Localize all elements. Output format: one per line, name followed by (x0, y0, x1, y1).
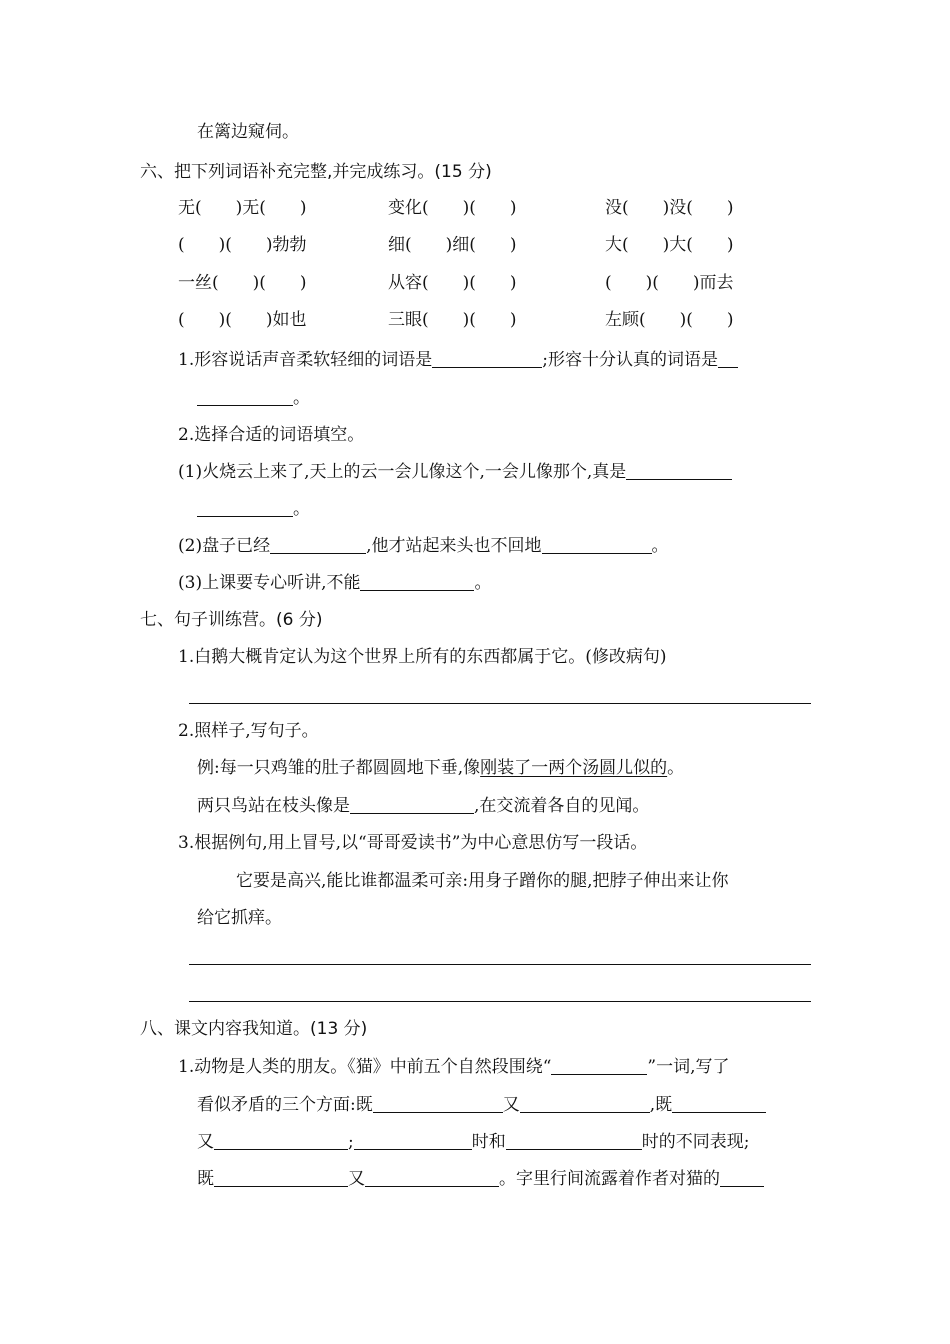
s8-q1-line-3 (197, 1131, 749, 1153)
s8-q1-line-1 (178, 1056, 730, 1078)
word-item[interactable]: 从容( )( ) (388, 273, 517, 293)
answer-blank[interactable] (718, 349, 738, 368)
answer-line[interactable] (189, 964, 811, 965)
s6-q2-1 (178, 461, 732, 483)
answer-blank[interactable] (432, 349, 542, 368)
s7-q1: 1.白鹅大概肯定认为这个世界上所有的东西都属于它。(修改病句) (178, 647, 667, 667)
continuation-text: 在篱边窥伺。 (197, 122, 299, 142)
section-7-heading: 七、句子训练营。(6 分) (140, 610, 323, 630)
word-item[interactable]: 左顾( )( ) (605, 310, 734, 330)
answer-blank[interactable] (506, 1131, 642, 1150)
s7-q2-line (197, 795, 649, 817)
s6-q2: 2.选择合适的词语填空。 (178, 425, 365, 445)
word-item[interactable]: 变化( )( ) (388, 198, 517, 218)
s8-q1-text-a: 1.动物是人类的朋友。《猫》中前五个自然段围绕“ (178, 1057, 552, 1077)
answer-blank[interactable] (270, 535, 366, 554)
answer-blank[interactable] (720, 1168, 764, 1187)
s8-q1-line-4 (197, 1168, 764, 1190)
word-item[interactable]: ( )( )而去 (605, 273, 734, 293)
period: 。 (474, 573, 492, 593)
s8-text: 时的不同表现; (641, 1132, 750, 1152)
s8-text: 又 (502, 1095, 520, 1115)
example-text: 例:每一只鸡雏的肚子都圆圆地下垂,像 (197, 758, 481, 778)
answer-blank[interactable] (520, 1094, 650, 1113)
word-item[interactable]: 细( )细( ) (388, 235, 517, 255)
s7-q3-example-1: 它要是高兴,能比谁都温柔可亲:用身子蹭你的腿,把脖子伸出来让你 (236, 871, 729, 891)
answer-blank[interactable] (551, 1056, 647, 1075)
s7-example (197, 757, 684, 779)
example-underlined: 刚装了一两个汤圆儿似的 (480, 758, 668, 778)
word-item[interactable]: 大( )大( ) (605, 235, 734, 255)
s7-q2-text-a: 两只鸟站在枝头像是 (197, 796, 350, 816)
section-8-heading: 八、课文内容我知道。(13 分) (140, 1019, 368, 1039)
s8-text: 既 (197, 1169, 214, 1189)
answer-blank[interactable] (373, 1094, 503, 1113)
s6-q2-2 (178, 535, 669, 557)
word-item[interactable]: 无( )无( ) (178, 198, 307, 218)
s6-q2-2-text-b: ,他才站起来头也不回地 (366, 536, 542, 556)
s8-text: 。字里行间流露着作者对猫的 (499, 1169, 720, 1189)
s8-q1-line-2 (197, 1094, 766, 1116)
s7-q3-example-2: 给它抓痒。 (197, 908, 282, 928)
answer-line[interactable] (189, 1001, 811, 1002)
s6-q2-3-text: (3)上课要专心听讲,不能 (178, 573, 361, 593)
answer-blank[interactable] (672, 1094, 766, 1113)
s6-q2-1-cont (197, 498, 310, 520)
s6-q1-text-a: 1.形容说话声音柔软轻细的词语是 (178, 350, 433, 370)
answer-blank[interactable] (214, 1131, 348, 1150)
answer-blank[interactable] (365, 1168, 499, 1187)
answer-line[interactable] (189, 703, 811, 704)
period: 。 (667, 758, 685, 778)
word-item[interactable]: 三眼( )( ) (388, 310, 517, 330)
answer-blank[interactable] (197, 498, 293, 517)
s6-q2-3 (178, 572, 491, 594)
period: 。 (293, 388, 310, 408)
s8-text: ,既 (649, 1095, 673, 1115)
s8-q1-text-b: ”一词,写了 (647, 1057, 730, 1077)
answer-blank[interactable] (360, 572, 474, 591)
answer-blank[interactable] (354, 1131, 472, 1150)
s8-text: 又 (197, 1132, 214, 1152)
answer-blank[interactable] (214, 1168, 348, 1187)
s6-q2-1-text: (1)火烧云上来了,天上的云一会儿像这个,一会儿像那个,真是 (178, 462, 627, 482)
s8-text: 时和 (471, 1132, 506, 1152)
word-item[interactable]: ( )( )勃勃 (178, 235, 307, 255)
section-6-heading: 六、把下列词语补充完整,并完成练习。(15 分) (140, 162, 492, 182)
answer-blank[interactable] (350, 795, 474, 814)
s7-q2: 2.照样子,写句子。 (178, 721, 319, 741)
word-item[interactable]: 没( )没( ) (605, 198, 734, 218)
s6-q1 (178, 349, 738, 371)
word-item[interactable]: ( )( )如也 (178, 310, 307, 330)
s6-q1-cont (197, 387, 310, 409)
period: 。 (651, 536, 669, 556)
s8-text: 看似矛盾的三个方面:既 (197, 1095, 373, 1115)
s7-q2-text-b: ,在交流着各自的见闻。 (474, 796, 650, 816)
answer-blank[interactable] (542, 535, 652, 554)
s6-q2-2-text-a: (2)盘子已经 (178, 536, 271, 556)
answer-blank[interactable] (626, 461, 732, 480)
s8-text: ; (348, 1132, 354, 1152)
s7-q3: 3.根据例句,用上冒号,以“哥哥爱读书”为中心意思仿写一段话。 (178, 833, 648, 853)
s8-text: 又 (348, 1169, 365, 1189)
word-item[interactable]: 一丝( )( ) (178, 273, 307, 293)
answer-blank[interactable] (197, 387, 293, 406)
s6-q1-text-b: ;形容十分认真的词语是 (542, 350, 718, 370)
period: 。 (293, 499, 310, 519)
